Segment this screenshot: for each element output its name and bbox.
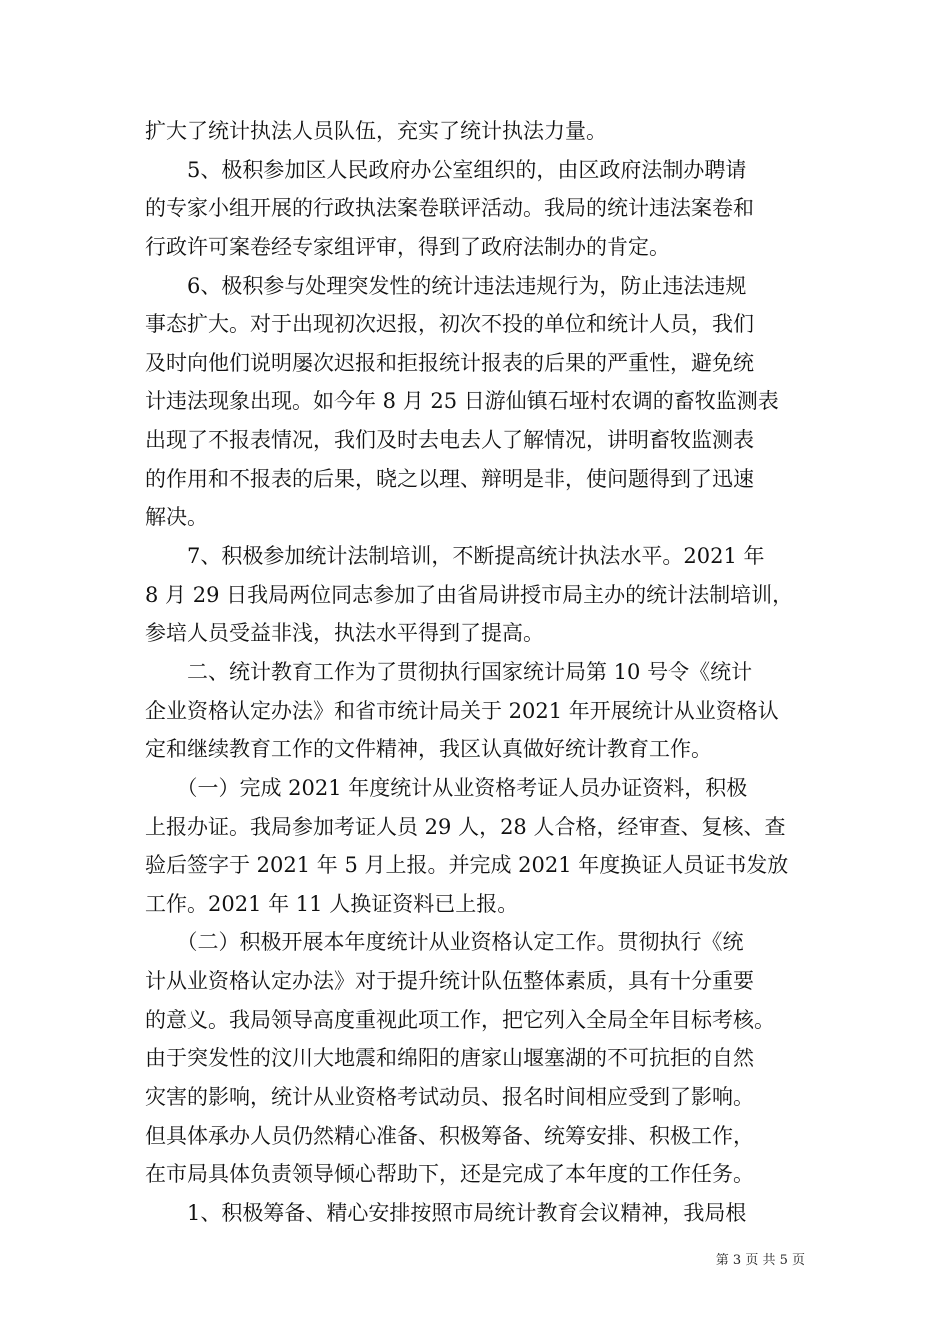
text-line: 计从业资格认定办法》对于提升统计队伍整体素质，具有十分重要 — [145, 969, 754, 994]
text-line: 及时向他们说明屡次迟报和拒报统计报表的后果的严重性，避免统 — [145, 350, 754, 375]
text-line: 事态扩大。对于出现初次迟报，初次不投的单位和统计人员，我们 — [145, 312, 754, 337]
text-line: 在市局具体负责领导倾心帮助下，还是完成了本年度的工作任务。 — [145, 1162, 754, 1187]
text-line: 验后签字于 2021 年 5 月上报。并完成 2021 年度换证人员证书发放 — [145, 853, 789, 878]
text-line: 定和继续教育工作的文件精神，我区认真做好统计教育工作。 — [145, 737, 712, 762]
text-line: 的作用和不报表的后果，晓之以理、辩明是非，使问题得到了迅速 — [145, 466, 754, 491]
text-line: 企业资格认定办法》和省市统计局关于 2021 年开展统计从业资格认 — [145, 698, 779, 723]
body-text — [145, 112, 815, 1233]
text-line: 5、极积参加区人民政府办公室组织的，由区政府法制办聘请 — [145, 157, 747, 182]
text-line: 由于突发性的汶川大地震和绵阳的唐家山堰塞湖的不可抗拒的自然 — [145, 1046, 754, 1071]
text-line: （二）积极开展本年度统计从业资格认定工作。贯彻执行《统 — [145, 930, 744, 955]
text-line: 1、积极筹备、精心安排按照市局统计教育会议精神，我局根 — [145, 1200, 747, 1225]
text-line: 灾害的影响，统计从业资格考试动员、报名时间相应受到了影响。 — [145, 1085, 754, 1110]
text-line: 二、统计教育工作为了贯彻执行国家统计局第 10 号令《统计 — [145, 659, 753, 684]
text-line: 工作。2021 年 11 人换证资料已上报。 — [145, 891, 519, 916]
text-line: 参培人员受益非浅，执法水平得到了提高。 — [145, 621, 544, 646]
text-line: 行政许可案卷经专家组评审，得到了政府法制办的肯定。 — [145, 234, 670, 259]
text-line: 的意义。我局领导高度重视此项工作，把它列入全局全年目标考核。 — [145, 1007, 775, 1032]
page-number: 第 3 页 共 5 页 — [715, 1253, 805, 1268]
text-line: 7、积极参加统计法制培训，不断提高统计执法水平。2021 年 — [145, 544, 765, 569]
text-line: 上报办证。我局参加考证人员 29 人，28 人合格，经审查、复核、查 — [145, 814, 786, 839]
text-line: 解决。 — [145, 505, 208, 530]
text-line: 8 月 29 日我局两位同志参加了由省局讲授市局主办的统计法制培训， — [145, 582, 794, 607]
text-line: （一）完成 2021 年度统计从业资格考证人员办证资料，积极 — [145, 775, 748, 800]
text-line: 出现了不报表情况，我们及时去电去人了解情况，讲明畜牧监测表 — [145, 428, 754, 453]
text-line: 6、极积参与处理突发性的统计违法违规行为，防止违法违规 — [145, 273, 747, 298]
text-line: 的专家小组开展的行政执法案卷联评活动。我局的统计违法案卷和 — [145, 196, 754, 221]
text-line: 计违法现象出现。如今年 8 月 25 日游仙镇石垭村农调的畜牧监测表 — [145, 389, 779, 414]
text-line: 但具体承办人员仍然精心准备、积极筹备、统筹安排、积极工作， — [145, 1123, 754, 1148]
text-line: 扩大了统计执法人员队伍，充实了统计执法力量。 — [145, 119, 607, 143]
